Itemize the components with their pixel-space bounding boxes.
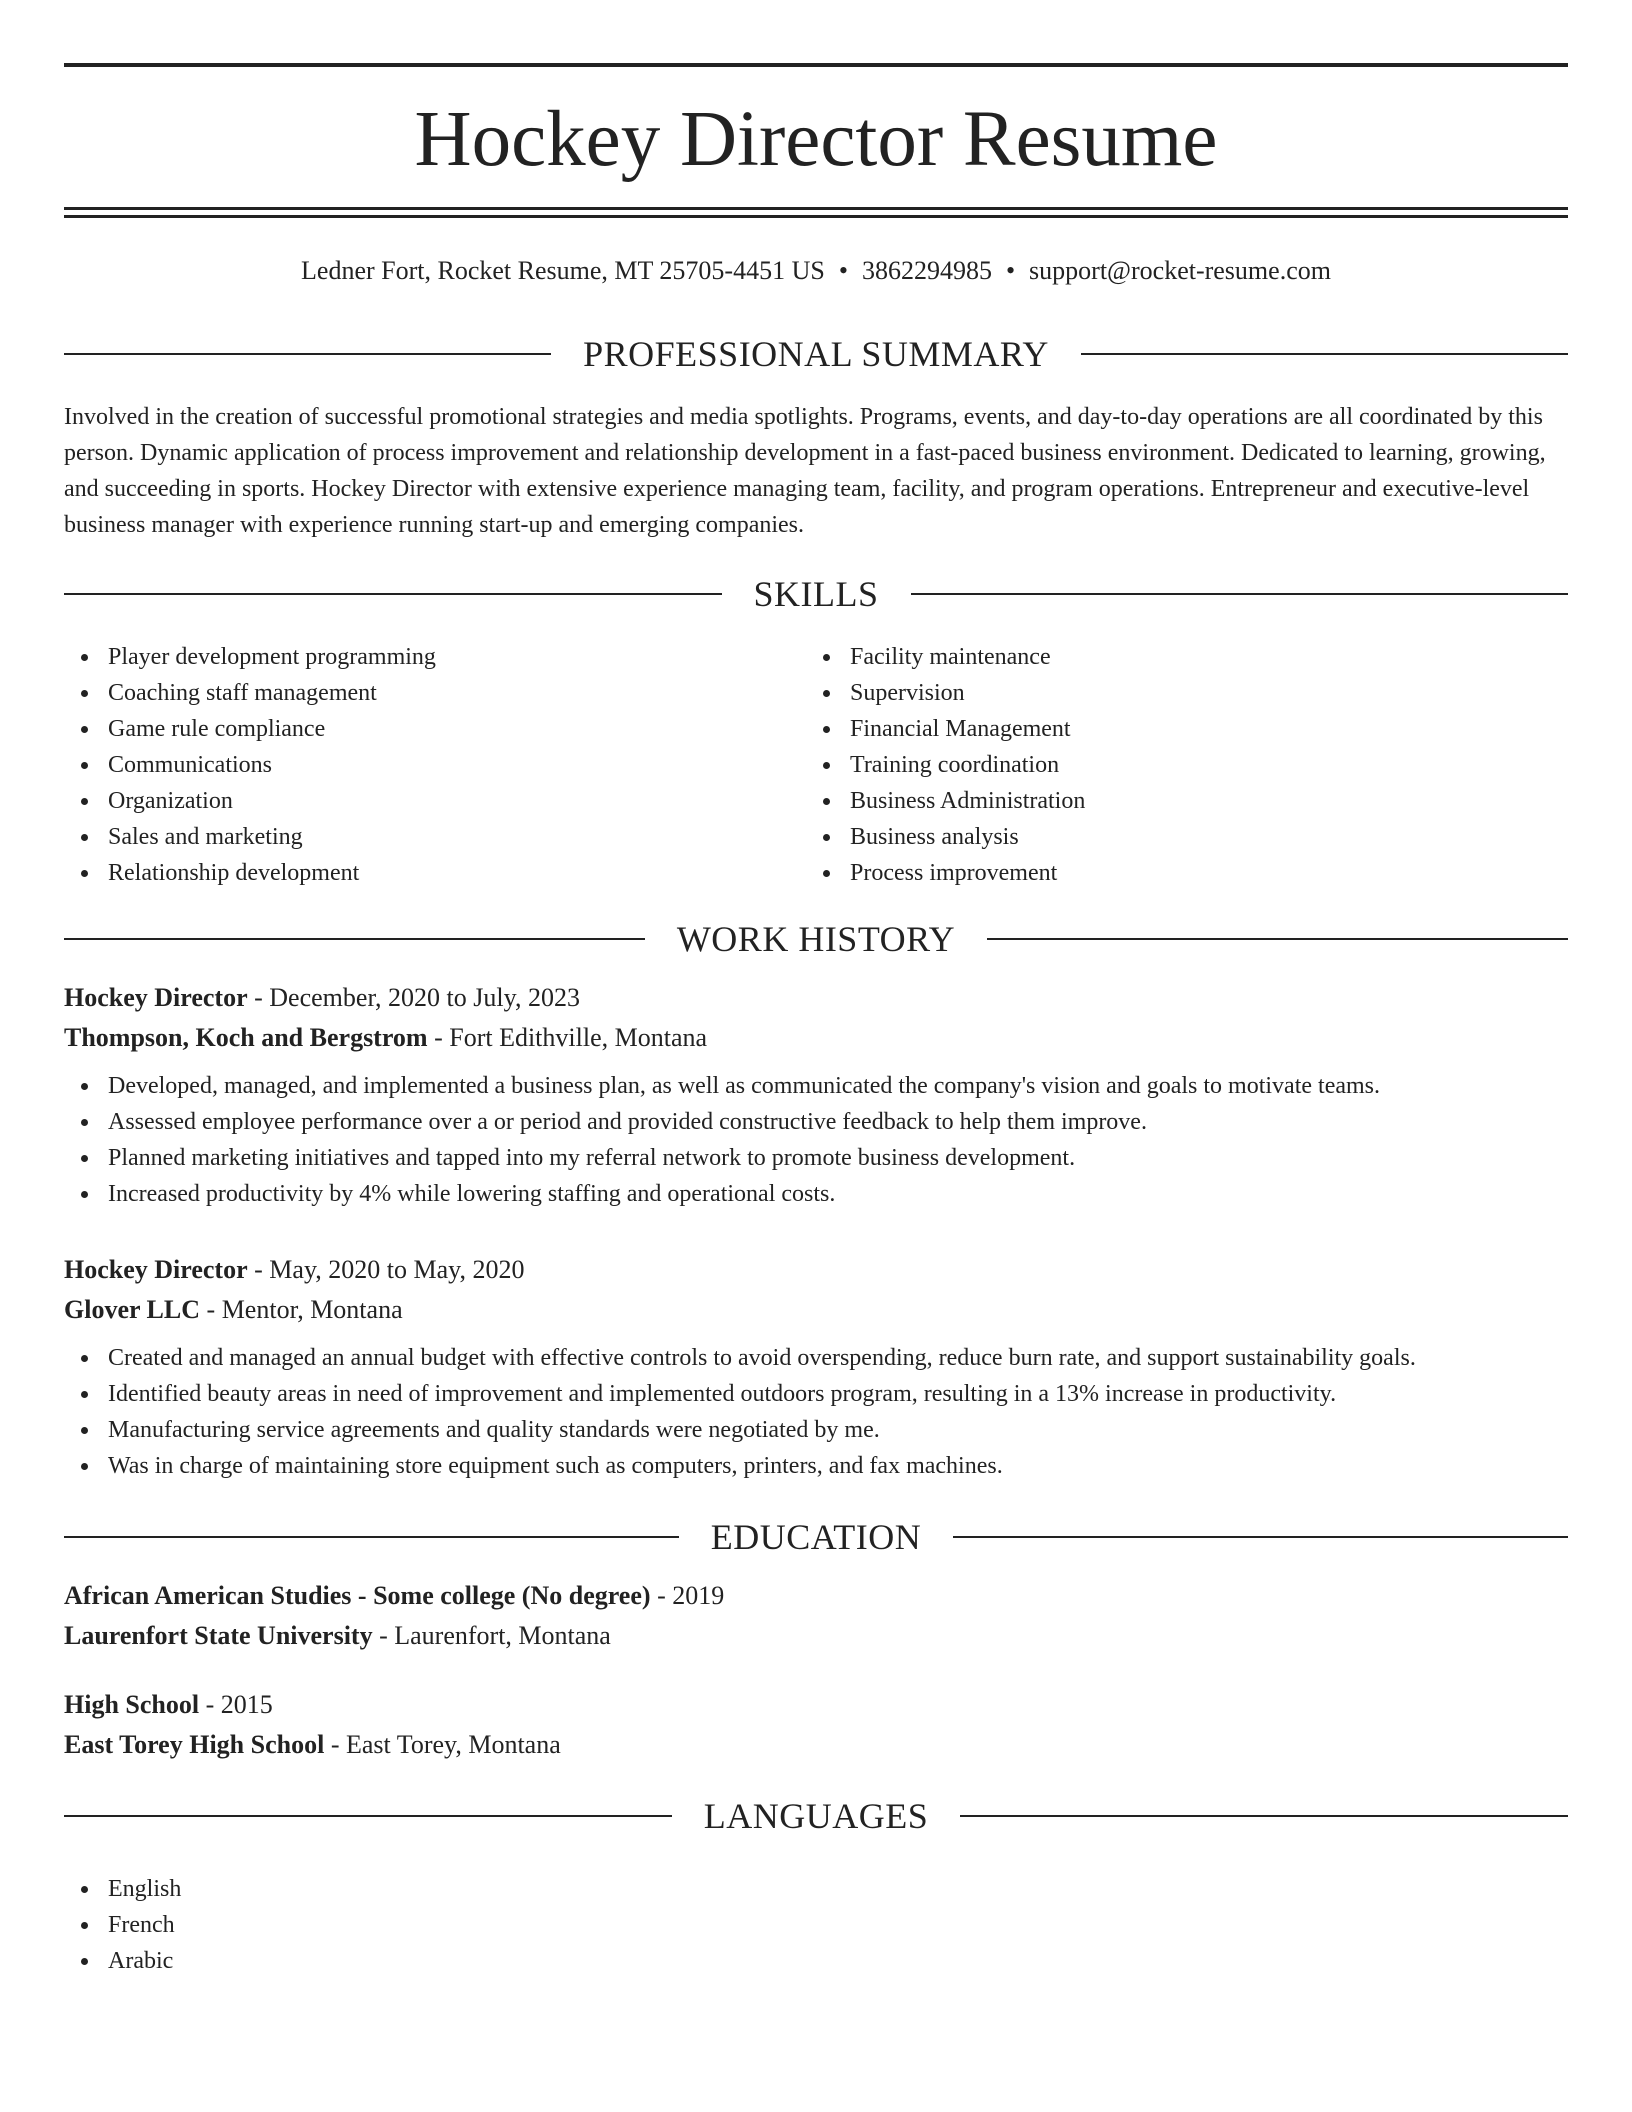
job-location: - Mentor, Montana bbox=[200, 1295, 403, 1324]
divider-line bbox=[64, 1815, 672, 1817]
job-bullet: Developed, managed, and implemented a business plan, as well as communicated the company's vision and goals to motivate teams. bbox=[64, 1068, 1568, 1104]
contact-email: support@rocket-resume.com bbox=[1029, 256, 1331, 285]
education-section-title: EDUCATION bbox=[710, 1517, 922, 1557]
education-entry bbox=[64, 1576, 1568, 1656]
job-bullet: Assessed employee performance over a or period and provided constructive feedback to help them improve. bbox=[64, 1104, 1568, 1140]
job-bullets bbox=[64, 1068, 1568, 1212]
skill-item: Supervision bbox=[806, 675, 1546, 711]
language-item: French bbox=[64, 1907, 864, 1943]
education-degree: African American Studies - Some college (No degree) bbox=[64, 1581, 651, 1610]
contact-address: Ledner Fort, Rocket Resume, MT 25705-4451 US bbox=[301, 256, 825, 285]
skills-list-right bbox=[806, 639, 1546, 891]
education-school-line bbox=[64, 1616, 1568, 1656]
divider-line bbox=[1081, 353, 1568, 355]
divider-line bbox=[64, 938, 645, 940]
education-location: - East Torey, Montana bbox=[324, 1730, 561, 1759]
job-bullet: Increased productivity by 4% while lowering staffing and operational costs. bbox=[64, 1176, 1568, 1212]
job-title-line bbox=[64, 1250, 1568, 1290]
job-bullet: Planned marketing initiatives and tapped into my referral network to promote business development. bbox=[64, 1140, 1568, 1176]
job-role: Hockey Director bbox=[64, 983, 248, 1012]
summary-section-header bbox=[64, 332, 1568, 376]
divider-line bbox=[960, 1815, 1568, 1817]
skill-item: Training coordination bbox=[806, 747, 1546, 783]
education-entry bbox=[64, 1685, 1568, 1765]
job-bullet: Manufacturing service agreements and quality standards were negotiated by me. bbox=[64, 1412, 1568, 1448]
page-title: Hockey Director Resume bbox=[414, 96, 1218, 183]
education-degree-line bbox=[64, 1685, 1568, 1725]
skills-list-left bbox=[64, 639, 804, 891]
skills-section-header bbox=[64, 572, 1568, 616]
job-entry bbox=[64, 1250, 1568, 1484]
skill-item: Business analysis bbox=[806, 819, 1546, 855]
work-section-header bbox=[64, 917, 1568, 961]
divider-line bbox=[64, 593, 722, 595]
education-school: East Torey High School bbox=[64, 1730, 325, 1759]
divider-line bbox=[64, 353, 551, 355]
education-school-line bbox=[64, 1725, 1568, 1765]
skill-item: Facility maintenance bbox=[806, 639, 1546, 675]
education-degree: High School bbox=[64, 1690, 200, 1719]
job-company-line bbox=[64, 1290, 1568, 1330]
job-bullet: Created and managed an annual budget with effective controls to avoid overspending, reduce burn rate, and support sustainability goals. bbox=[64, 1340, 1568, 1376]
language-item: English bbox=[64, 1871, 864, 1907]
divider-line bbox=[987, 938, 1568, 940]
languages-list bbox=[64, 1871, 864, 1979]
title-bottom-rule-2 bbox=[64, 215, 1568, 218]
education-school: Laurenfort State University bbox=[64, 1621, 373, 1650]
skill-item: Process improvement bbox=[806, 855, 1546, 891]
languages-section-title: LANGUAGES bbox=[703, 1796, 929, 1836]
summary-section-title: PROFESSIONAL SUMMARY bbox=[583, 334, 1049, 374]
skills-section-title: SKILLS bbox=[753, 574, 879, 614]
title-bottom-rule-1 bbox=[64, 207, 1568, 210]
education-year: - 2019 bbox=[650, 1581, 725, 1610]
contact-line bbox=[64, 253, 1568, 289]
skill-item: Coaching staff management bbox=[64, 675, 804, 711]
skill-item: Sales and marketing bbox=[64, 819, 804, 855]
education-section-header bbox=[64, 1515, 1568, 1559]
skill-item: Game rule compliance bbox=[64, 711, 804, 747]
skill-item: Financial Management bbox=[806, 711, 1546, 747]
job-company: Glover LLC bbox=[64, 1295, 201, 1324]
job-location: - Fort Edithville, Montana bbox=[427, 1023, 708, 1052]
job-company-line bbox=[64, 1018, 1568, 1058]
education-year: - 2015 bbox=[199, 1690, 273, 1719]
job-bullet: Identified beauty areas in need of improvement and implemented outdoors program, resulting in a 13% increase in productivity. bbox=[64, 1376, 1568, 1412]
education-degree-line bbox=[64, 1576, 1568, 1616]
contact-separator: • bbox=[838, 256, 848, 285]
job-bullets bbox=[64, 1340, 1568, 1484]
language-item: Arabic bbox=[64, 1943, 864, 1979]
divider-line bbox=[64, 1536, 679, 1538]
summary-text: Involved in the creation of successful promotional strategies and media spotlights. Programs, events, and day-to-day operations are all coordinated by this person. Dynamic application of process improvement and relationship development in a fast-paced business environment. Dedicated to learning, growing, and succeeding in sports. Hockey Director with extensive experience managing team, facility, and program operations. Entrepreneur and executive-level business manager with experience running start-up and emerging companies. bbox=[64, 404, 1546, 538]
job-entry bbox=[64, 978, 1568, 1212]
job-bullet: Was in charge of maintaining store equipment such as computers, printers, and fax machines. bbox=[64, 1448, 1568, 1484]
divider-line bbox=[911, 593, 1569, 595]
job-dates: - December, 2020 to July, 2023 bbox=[247, 983, 580, 1012]
languages-section-header bbox=[64, 1794, 1568, 1838]
skill-item: Player development programming bbox=[64, 639, 804, 675]
contact-phone: 3862294985 bbox=[861, 256, 992, 285]
contact-separator: • bbox=[1005, 256, 1016, 285]
education-location: - Laurenfort, Montana bbox=[372, 1621, 611, 1650]
skill-item: Communications bbox=[64, 747, 804, 783]
skill-item: Relationship development bbox=[64, 855, 804, 891]
skill-item: Organization bbox=[64, 783, 804, 819]
job-role: Hockey Director bbox=[64, 1255, 248, 1284]
skill-item: Business Administration bbox=[806, 783, 1546, 819]
title-top-rule bbox=[64, 63, 1568, 67]
job-title-line bbox=[64, 978, 1568, 1018]
job-dates: - May, 2020 to May, 2020 bbox=[247, 1255, 525, 1284]
work-section-title: WORK HISTORY bbox=[676, 919, 956, 959]
divider-line bbox=[953, 1536, 1568, 1538]
job-company: Thompson, Koch and Bergstrom bbox=[64, 1023, 428, 1052]
